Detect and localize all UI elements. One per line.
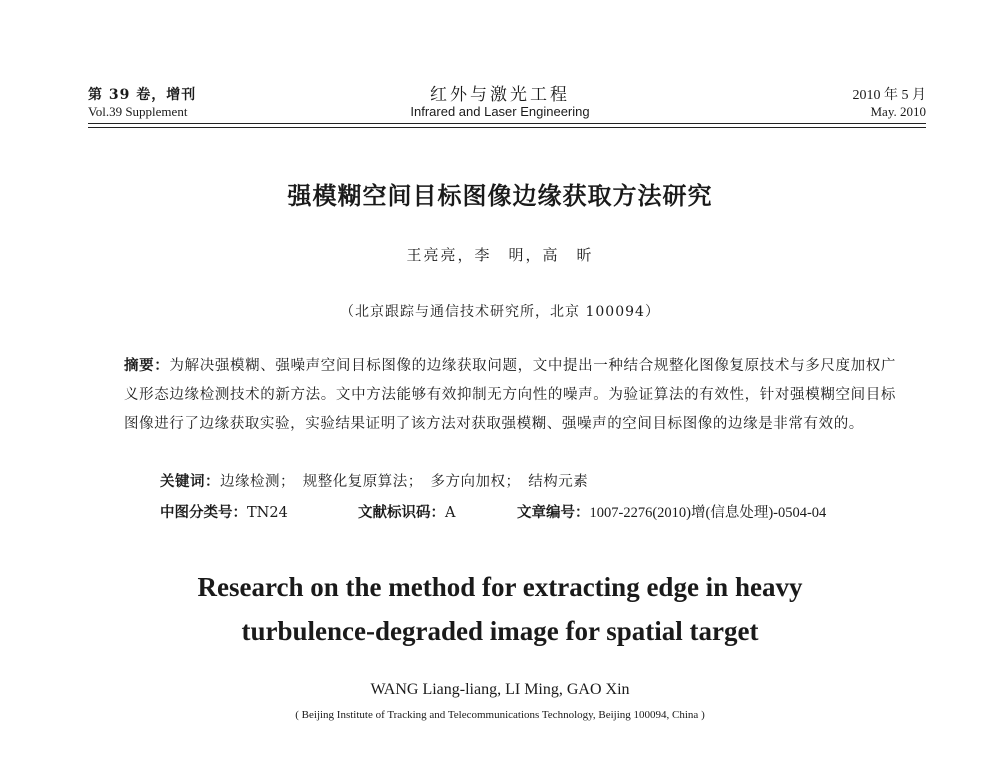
clc-label: 中图分类号： <box>160 505 247 521</box>
keywords-label: 关键词： <box>160 474 220 490</box>
article-id-value: 1007-2276(2010)增(信息处理)-0504-04 <box>589 505 827 521</box>
header-rule-thick <box>88 123 926 124</box>
journal-title-cn: 红外与激光工程 <box>430 85 570 105</box>
paper-title-en-line2: turbulence-degraded image for spatial target <box>241 616 759 646</box>
document-code <box>358 501 455 522</box>
paper-title-en-line1: Research on the method for extracting edge in heavy <box>197 572 803 602</box>
authors-en: WANG Liang-liang, LI Ming, GAO Xin <box>370 681 630 698</box>
article-id-label: 文章编号： <box>517 505 590 521</box>
article-id <box>517 501 826 522</box>
abstract-cn <box>124 352 896 439</box>
volume-en: Vol.39 Supplement <box>88 104 188 119</box>
paper-title-cn: 强模糊空间目标图像边缘获取方法研究 <box>287 182 713 210</box>
abstract-text: 为解决强模糊、强噪声空间目标图像的边缘获取问题，文中提出一种结合规整化图像复原技术与多尺度加权广义形态边缘检测技术的新方法。文中方法能够有效抑制无方向性的噪声。为验证算法的有效性，针对强模糊空间目标图像进行了边缘获取实验，实验结果证明了该方法对获取强模糊、强噪声的空间目标图像的边缘是非常有效的。 <box>124 358 896 432</box>
journal-title-en: Infrared and Laser Engineering <box>410 104 590 119</box>
clc-number <box>160 501 288 522</box>
issue-date-cn: 2010 年 5 月 <box>852 88 926 103</box>
doc-code-label: 文献标识码： <box>358 505 445 521</box>
keywords-text: 边缘检测； 规整化复原算法； 多方向加权； 结构元素 <box>220 474 589 490</box>
clc-value: TN24 <box>247 505 288 521</box>
affiliation-cn: （北京跟踪与通信技术研究所，北京 100094） <box>340 304 660 320</box>
issue-date-en: May. 2010 <box>870 104 926 119</box>
keywords-cn <box>160 470 588 491</box>
header-rule-thin <box>88 127 926 128</box>
paper-title-en <box>0 565 1000 653</box>
volume-cn: 第 39 卷，增刊 <box>88 87 197 103</box>
affiliation-en: ( Beijing Institute of Tracking and Telecommunications Technology, Beijing 100094, China ) <box>295 709 705 721</box>
doc-code-value: A <box>445 505 456 521</box>
abstract-label: 摘要： <box>124 358 170 374</box>
authors-cn: 王亮亮，李 明，高 昕 <box>406 246 594 264</box>
